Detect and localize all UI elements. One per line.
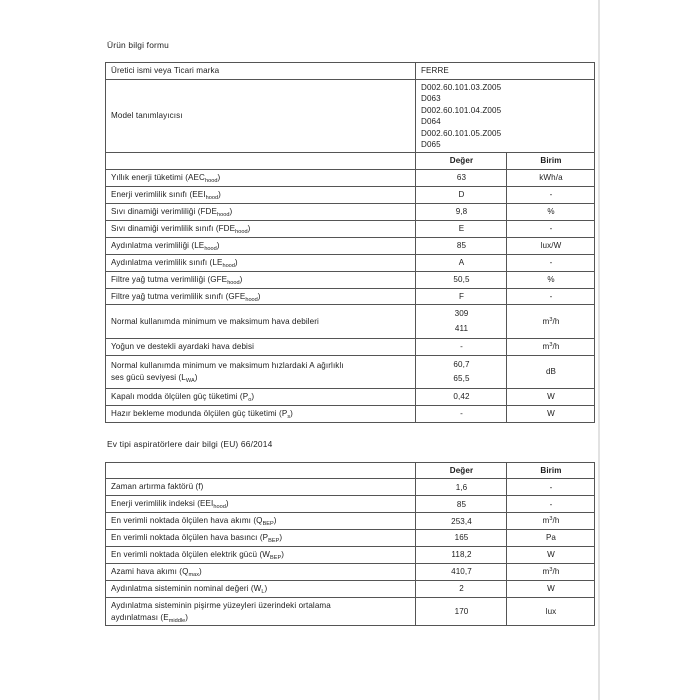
- row-label: [106, 186, 416, 203]
- row-unit-text: [542, 516, 559, 525]
- model-line: D064: [421, 117, 441, 127]
- table-header-row: [106, 153, 595, 169]
- row-unit: W: [507, 581, 595, 598]
- row-value: 9,8: [416, 203, 507, 220]
- unit-base: m: [542, 516, 550, 526]
- row-label-sub: BEP: [262, 521, 274, 528]
- row-value: D: [416, 186, 507, 203]
- table-row-airflow: [106, 305, 595, 338]
- unit-exponent: 3: [549, 516, 553, 523]
- table-row: [106, 271, 595, 288]
- airflow-value-min: 309: [454, 309, 469, 319]
- header-unit: Birim: [507, 153, 595, 169]
- off-mode-unit: W: [507, 389, 595, 406]
- table-row-off-mode: [106, 389, 595, 406]
- illumination-label-line2: [111, 612, 411, 624]
- row-label-sub: hood: [235, 228, 248, 235]
- row-label-sub: hood: [205, 194, 219, 201]
- noise-label-line2: [111, 372, 411, 384]
- row-label: [106, 271, 416, 288]
- airflow-label: Normal kullanımda minimum ve maksimum hava debileri: [106, 305, 416, 338]
- illumination-label-line1: Aydınlatma sisteminin pişirme yüzeyleri üzerindeki ortalama: [111, 601, 331, 611]
- noise-value-max: 65,5: [453, 373, 470, 383]
- table-row: [106, 237, 595, 254]
- product-info-table: [105, 62, 595, 423]
- table-row: [106, 254, 595, 271]
- unit-tail: /h: [552, 316, 560, 326]
- brand-label: Üretici ismi veya Ticari marka: [106, 63, 416, 79]
- table-row: [106, 581, 595, 598]
- table-row: [106, 513, 595, 530]
- table-row: [106, 564, 595, 581]
- airflow-value: [416, 305, 507, 338]
- table-row: [106, 479, 595, 496]
- illumination-label-sub: middle: [168, 617, 186, 624]
- page-title: Ürün bilgi formu: [107, 40, 169, 50]
- row-label-sub: hood: [222, 262, 235, 269]
- row-label-post: ): [281, 550, 285, 560]
- row-label-text: Filtre yağ tutma verimlilik sınıfı (GFE: [111, 291, 246, 301]
- eu-regulation-table: [105, 462, 595, 626]
- row-value: 85: [416, 237, 507, 254]
- illumination-label-pre: aydınlatması (E: [111, 612, 169, 622]
- row-label-pre: Azami hava akımı (Q: [111, 567, 189, 577]
- row-label-post: ): [273, 516, 277, 526]
- airflow-unit-text: [542, 317, 559, 326]
- table-row-model: [106, 79, 595, 153]
- row-label-text: Sıvı dinamiği verimlilik sınıfı (FDE: [111, 223, 236, 233]
- unit-tail: /h: [552, 516, 560, 526]
- standby-unit: W: [507, 405, 595, 422]
- row-label: [106, 496, 416, 513]
- row-unit: %: [507, 271, 595, 288]
- row-label-sub: hood: [204, 245, 217, 252]
- unit-base: m: [542, 341, 550, 351]
- row-label-text: Sıvı dinamiği verimliliği (FDE: [111, 206, 217, 216]
- table-row: [106, 203, 595, 220]
- standby-label-post: ): [290, 408, 293, 418]
- row-label: [106, 254, 416, 271]
- illumination-unit: lux: [507, 598, 595, 626]
- row-label-post: ): [225, 499, 229, 509]
- row-label-sub: hood: [217, 211, 230, 218]
- noise-value-min: 60,7: [453, 359, 470, 369]
- brand-value: FERRE: [416, 63, 595, 79]
- unit-exponent: 3: [549, 567, 553, 574]
- model-line: D002.60.101.03.Z005: [421, 82, 502, 92]
- table-row-illumination: [106, 598, 595, 626]
- row-label-pre: Zaman artırma faktörü (f): [111, 482, 204, 492]
- table-row: [106, 220, 595, 237]
- row-label-post: ): [199, 567, 202, 577]
- illumination-label-post: ): [185, 612, 189, 622]
- row-label: [106, 237, 416, 254]
- row-label-tail: ): [229, 206, 233, 216]
- row-label-tail: ): [234, 257, 238, 267]
- row-label-tail: ): [218, 189, 221, 199]
- noise-label-line1: Normal kullanımda minimum ve maksimum hızlardaki A ağırlıklı: [111, 361, 344, 371]
- row-label-pre: En verimli noktada ölçülen hava basıncı (P: [111, 533, 269, 543]
- row-value: A: [416, 254, 507, 271]
- row-label-post: ): [264, 584, 268, 594]
- row-value: 1,6: [416, 479, 507, 496]
- header-unit: Birim: [507, 462, 595, 478]
- row-label: [106, 530, 416, 547]
- illumination-value: 170: [416, 598, 507, 626]
- airflow-unit: [507, 305, 595, 338]
- row-unit: kWh/a: [507, 169, 595, 186]
- row-unit: lux/W: [507, 237, 595, 254]
- row-label-sub: hood: [213, 504, 226, 511]
- row-label-pre: En verimli noktada ölçülen hava akımı (Q: [111, 516, 263, 526]
- airflow-value-max: 411: [454, 323, 469, 333]
- section-title-eu-regulation: Ev tipi aspiratörlere dair bilgi (EU) 66/2014: [107, 438, 273, 449]
- model-label: Model tanımlayıcısı: [106, 79, 416, 153]
- product-info-table-body: [106, 63, 595, 423]
- boost-unit: [507, 338, 595, 355]
- document-content: [105, 40, 595, 626]
- row-value: 63: [416, 169, 507, 186]
- table-row-brand: [106, 63, 595, 79]
- noise-label-sub: WA: [185, 377, 195, 384]
- row-unit: -: [507, 220, 595, 237]
- row-unit: W: [507, 547, 595, 564]
- off-mode-label-sub: o: [248, 397, 252, 404]
- off-mode-label-post: ): [251, 392, 255, 402]
- row-label-text: Filtre yağ tutma verimliliği (GFE: [111, 274, 228, 284]
- page-right-edge: [598, 0, 600, 700]
- row-label-sub: hood: [245, 296, 258, 303]
- model-line: D002.60.101.05.Z005: [421, 128, 502, 138]
- off-mode-value: 0,42: [416, 389, 507, 406]
- unit-exponent: 3: [549, 341, 553, 348]
- table-row: [106, 547, 595, 564]
- table-row-boost: [106, 338, 595, 355]
- table-row-standby: [106, 405, 595, 422]
- model-value: [416, 79, 595, 153]
- header-value: Değer: [416, 153, 507, 169]
- row-label-sub: BEP: [270, 555, 282, 562]
- row-label: [106, 513, 416, 530]
- unit-tail: /h: [552, 567, 560, 577]
- row-label-tail: ): [239, 274, 243, 284]
- row-label-sub: hood: [205, 177, 218, 184]
- row-value: 410,7: [416, 564, 507, 581]
- row-label: [106, 220, 416, 237]
- row-label: [106, 564, 416, 581]
- boost-label: Yoğun ve destekli ayardaki hava debisi: [106, 338, 416, 355]
- row-label-sub: BEP: [268, 538, 280, 545]
- row-label-tail: ): [257, 291, 261, 301]
- row-value: 85: [416, 496, 507, 513]
- row-value: 118,2: [416, 547, 507, 564]
- row-unit: [507, 564, 595, 581]
- unit-tail: /h: [552, 341, 560, 351]
- row-label-text: Yıllık enerji tüketimi (AEC: [111, 172, 206, 182]
- row-label: [106, 581, 416, 598]
- unit-exponent: 3: [549, 316, 553, 323]
- row-label-pre: En verimli noktada ölçülen elektrik gücü (W: [111, 550, 271, 560]
- off-mode-label-pre: Kapalı modda ölçülen güç tüketimi (P: [111, 392, 249, 402]
- table-header-row: [106, 462, 595, 478]
- row-label-pre: Enerji verimlilik indeksi (EEI: [111, 499, 214, 509]
- row-label-tail: ): [217, 172, 221, 182]
- row-value: F: [416, 288, 507, 305]
- off-mode-label: [106, 389, 416, 406]
- row-label-pre: Aydınlatma sisteminin nominal değeri (W: [111, 584, 262, 594]
- model-line: D063: [421, 94, 441, 104]
- header-blank-cell: [106, 462, 416, 478]
- row-unit: Pa: [507, 530, 595, 547]
- row-unit: -: [507, 496, 595, 513]
- row-value: 165: [416, 530, 507, 547]
- row-label: [106, 547, 416, 564]
- row-value: 253,4: [416, 513, 507, 530]
- row-label-text: Aydınlatma verimliliği (LE: [111, 240, 205, 250]
- row-value: 2: [416, 581, 507, 598]
- row-value: E: [416, 220, 507, 237]
- header-blank-cell: [106, 153, 416, 169]
- row-unit: %: [507, 203, 595, 220]
- noise-label-post: ): [194, 372, 198, 382]
- row-unit: -: [507, 186, 595, 203]
- noise-label: [106, 355, 416, 388]
- row-label-tail: ): [247, 223, 251, 233]
- row-unit: -: [507, 254, 595, 271]
- row-label-text: Aydınlatma verimlilik sınıfı (LE: [111, 257, 223, 267]
- table-row: [106, 169, 595, 186]
- table-row: [106, 496, 595, 513]
- noise-label-pre: ses gücü seviyesi (L: [111, 372, 186, 382]
- standby-label: [106, 405, 416, 422]
- row-label-post: ): [279, 533, 283, 543]
- table-row: [106, 288, 595, 305]
- boost-unit-text: [542, 342, 559, 351]
- noise-unit: dB: [507, 355, 595, 388]
- row-value: 50,5: [416, 271, 507, 288]
- model-line: D065: [421, 139, 441, 149]
- row-unit: [507, 513, 595, 530]
- row-label-sub: max: [188, 572, 200, 579]
- row-label-sub: L: [261, 589, 265, 596]
- row-label-sub: hood: [227, 279, 240, 286]
- row-label: [106, 203, 416, 220]
- standby-label-sub: s: [287, 413, 291, 420]
- noise-value: [416, 355, 507, 388]
- table-row: [106, 530, 595, 547]
- unit-base: m: [542, 316, 550, 326]
- row-unit: -: [507, 479, 595, 496]
- boost-value: -: [416, 338, 507, 355]
- unit-base: m: [542, 567, 550, 577]
- model-line: D002.60.101.04.Z005: [421, 105, 502, 115]
- row-label: [106, 288, 416, 305]
- row-label: [106, 169, 416, 186]
- standby-value: -: [416, 405, 507, 422]
- row-unit: -: [507, 288, 595, 305]
- header-value: Değer: [416, 462, 507, 478]
- illumination-label: [106, 598, 416, 626]
- row-label-text: Enerji verimlilik sınıfı (EEI: [111, 189, 206, 199]
- row-unit-text: [542, 567, 559, 576]
- table-row: [106, 186, 595, 203]
- eu-regulation-table-body: [106, 462, 595, 625]
- table-row-noise: [106, 355, 595, 388]
- standby-label-pre: Hazır bekleme modunda ölçülen güç tüketimi (P: [111, 408, 288, 418]
- row-label-tail: ): [216, 240, 220, 250]
- row-label: [106, 479, 416, 496]
